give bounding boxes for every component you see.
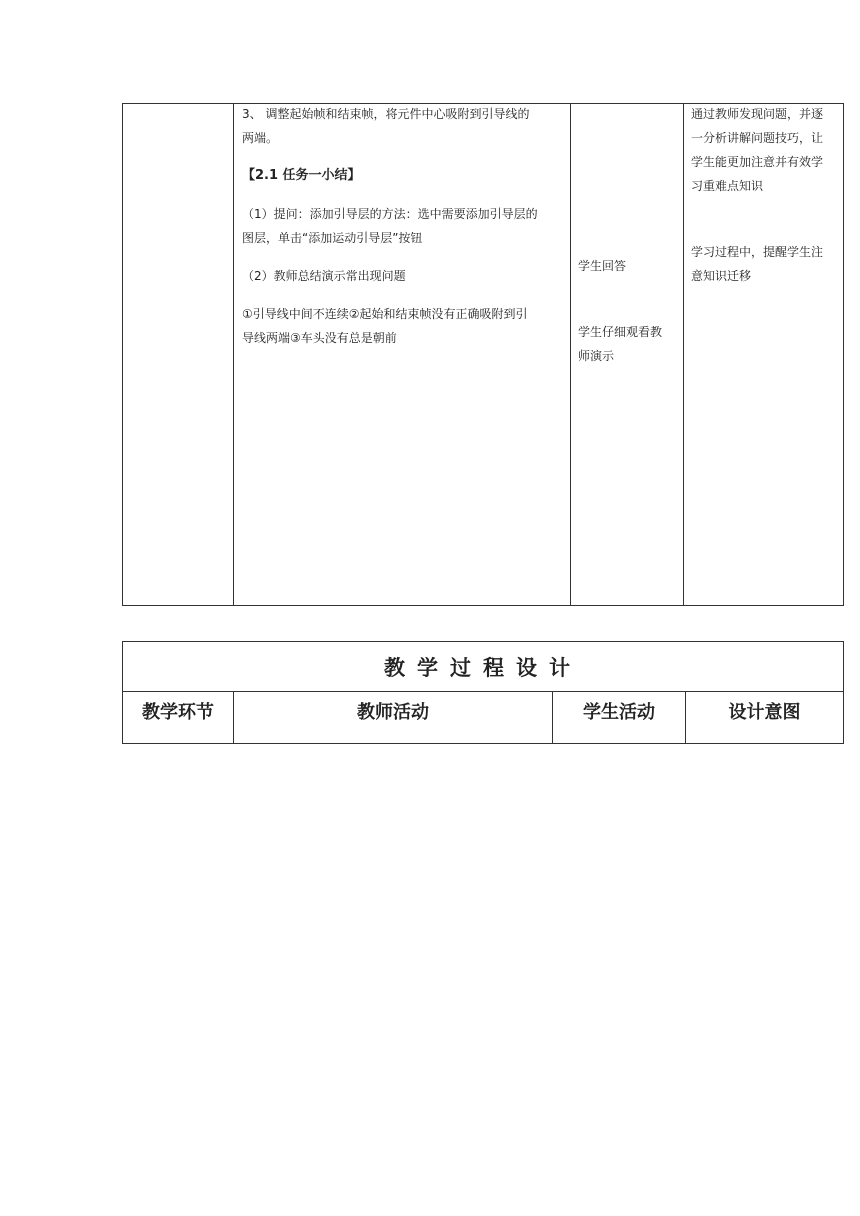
- design-intent-2: 学习过程中，提醒学生注: [691, 245, 824, 259]
- design-intent-2b: 意知识迁移: [691, 269, 752, 283]
- teacher-step-3-cont: 两端。: [242, 131, 279, 145]
- task-summary-heading: 【2.1 任务一小结】: [242, 168, 361, 183]
- design-intent-1d: 习重难点知识: [691, 179, 764, 193]
- header-student-activity: 学生活动: [553, 692, 686, 744]
- lesson-table-continued: [122, 103, 844, 606]
- common-problems: ①引导线中间不连续②起始和结束帧没有正确吸附到引: [242, 307, 528, 321]
- teacher-question: （1）提问：添加引导层的方法：选中需要添加引导层的: [242, 207, 538, 221]
- lesson-design-header-table: [122, 641, 844, 744]
- design-intent-1b: 一分析讲解问题技巧，让: [691, 131, 824, 145]
- student-activity-cell: [571, 104, 684, 606]
- design-intent-1: 通过教师发现问题，并逐: [691, 107, 824, 121]
- student-observe-cont: 师演示: [578, 349, 615, 363]
- table-title: 教学过程设计: [123, 642, 844, 692]
- header-teacher-activity: 教师活动: [234, 692, 553, 744]
- teacher-step-3: 3、 调整起始帧和结束帧，将元件中心吸附到引导线的: [242, 107, 530, 121]
- teacher-activity-cell: [234, 104, 571, 606]
- header-segment: 教学环节: [123, 692, 234, 744]
- teacher-question-cont: 图层，单击“添加运动引导层”按钮: [242, 231, 423, 245]
- student-answer: 学生回答: [578, 259, 627, 273]
- student-observe: 学生仔细观看教: [578, 325, 663, 339]
- design-intent-1c: 学生能更加注意并有效学: [691, 155, 824, 169]
- segment-cell: [123, 104, 234, 606]
- header-design-intent: 设计意图: [686, 692, 844, 744]
- common-problems-cont: 导线两端③车头没有总是朝前: [242, 331, 397, 345]
- teacher-summary: （2）教师总结演示常出现问题: [242, 269, 406, 283]
- design-intent-cell: [684, 104, 844, 606]
